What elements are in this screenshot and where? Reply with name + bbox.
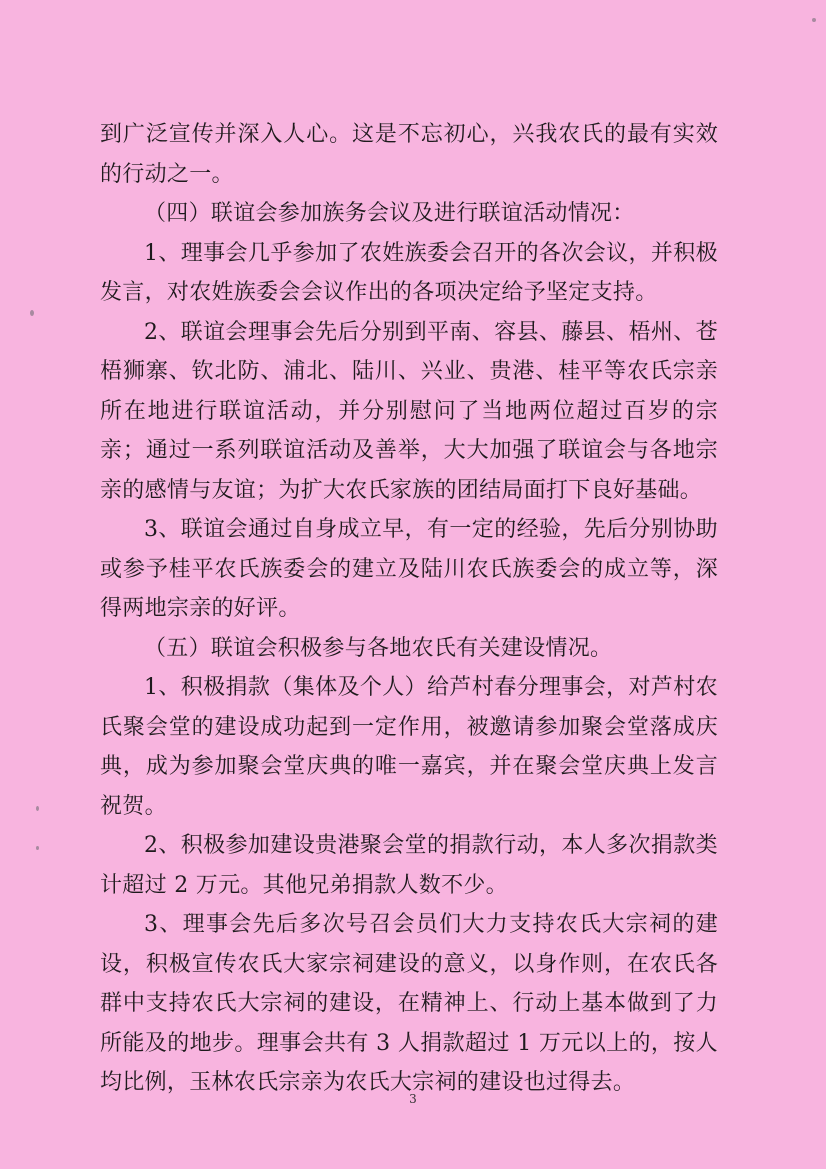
paragraph-4-2: 2、联谊会理事会先后分别到平南、容县、藤县、梧州、苍梧狮寨、钦北防、浦北、陆川、兴业、贵港、桂平等农氏宗亲所在地进行联谊活动，并分别慰问了当地两位超过百岁的宗亲；通过一系列联谊活动及善举，大大加强了联谊会与各地宗亲的感情与友谊；为扩大农氏家族的团结局面打下良好基础。 xyxy=(100,319,718,503)
paragraph-4-3: 3、联谊会通过自身成立早，有一定的经验，先后分别协助或参予桂平农氏族委会的建立及陆川农氏族委会的成立等，深得两地宗亲的好评。 xyxy=(100,517,718,621)
document-body xyxy=(100,115,718,1103)
scan-speck xyxy=(36,846,39,850)
section-heading-4: （四）联谊会参加族务会议及进行联谊活动情况： xyxy=(144,201,635,226)
scan-speck xyxy=(812,18,816,22)
page-number: 3 xyxy=(409,1092,417,1106)
section-heading-5: （五）联谊会积极参与各地农氏有关建设情况。 xyxy=(144,635,613,661)
paragraph-5-2: 2、积极参加建设贵港聚会堂的捐款行动，本人多次捐款类计超过 2 万元。其他兄弟捐款人数不少。 xyxy=(100,833,718,898)
scan-speck xyxy=(30,310,34,316)
paragraph-5-3: 3、理事会先后多次号召会员们大力支持农氏大宗祠的建设，积极宣传农氏大家宗祠建设的意义，以身作则，在农氏各群中支持农氏大宗祠的建设，在精神上、行动上基本做到了力所能及的地步。理事会共有 3 人捐款超过 1 万元以上的，按人均比例，玉林农氏宗亲为农氏大宗祠的建设也过得去。 xyxy=(100,912,718,1095)
paragraph-5-1: 1、积极捐款（集体及个人）给芦村春分理事会，对芦村农氏聚会堂的建设成功起到一定作用，被邀请参加聚会堂落成庆典，成为参加聚会堂庆典的唯一嘉宾，并在聚会堂庆典上发言祝贺。 xyxy=(100,675,718,819)
scan-speck xyxy=(36,806,39,811)
paragraph-4-1: 1、理事会几乎参加了农姓族委会召开的各次会议，并积极发言，对农姓族委会会议作出的各项决定给予坚定支持。 xyxy=(100,240,718,305)
paragraph-1: 到广泛宣传并深入人心。这是不忘初心，兴我农氏的最有实效的行动之一。 xyxy=(100,122,718,187)
